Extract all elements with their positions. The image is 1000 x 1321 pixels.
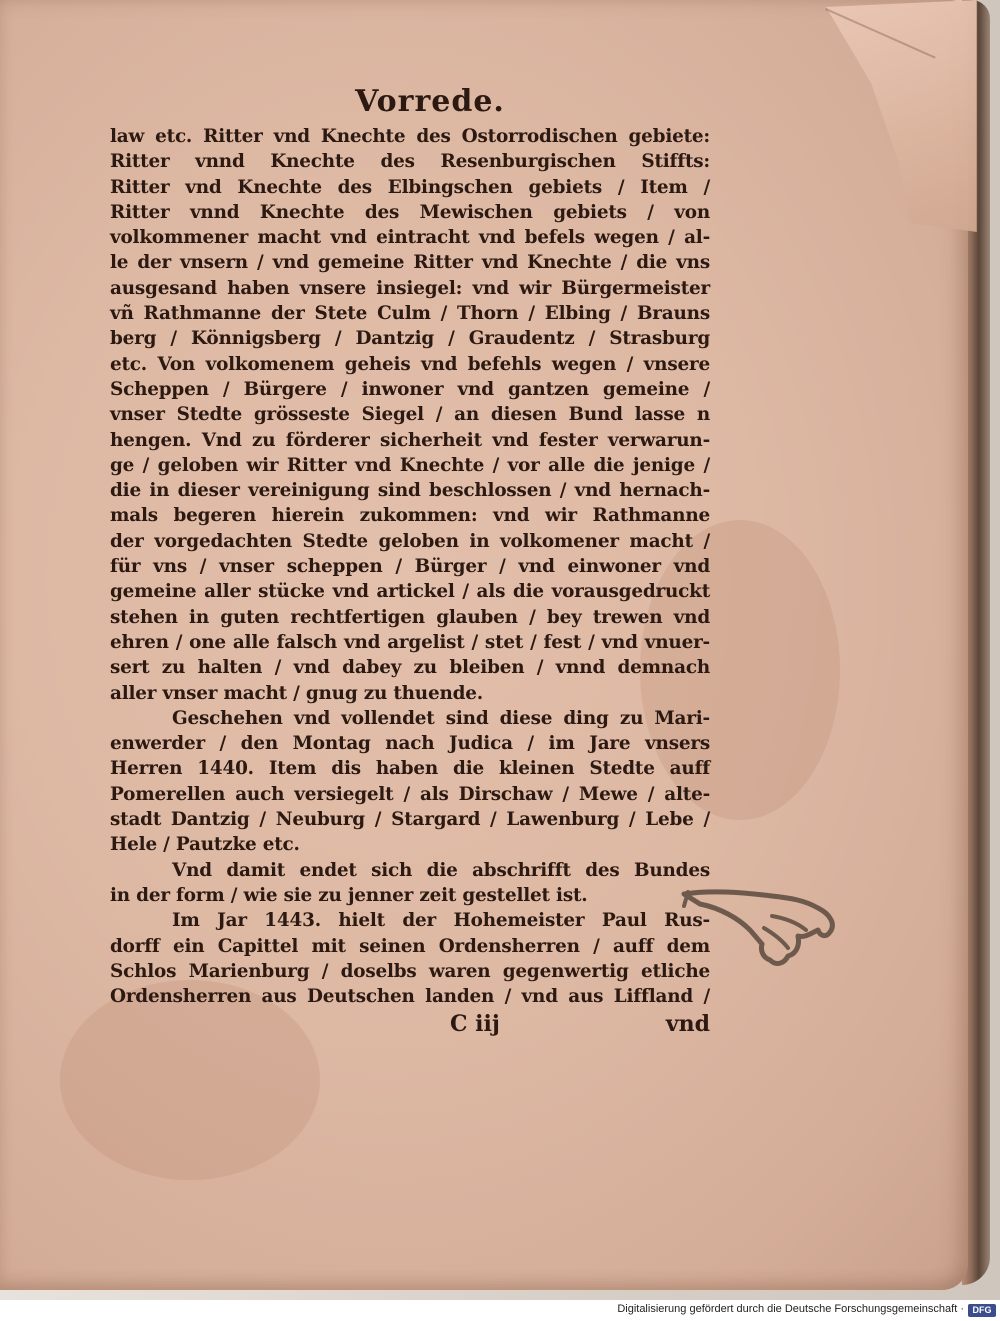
text-line: die in dieser vereinigung sind beschlossen / vnd hernach- [110,480,710,502]
text-line: sert zu halten / vnd dabey zu bleiben / vnnd demnach [110,657,710,679]
text-line: Schlos Marienburg / doselbs waren gegenwertig etliche [110,960,710,982]
text-line: aller vnser macht / gnug zu thuende. [110,682,483,704]
text-line: für vns / vnser scheppen / Bürger / vnd einwoner vnd [110,556,710,578]
text-line: le der vnsern / vnd gemeine Ritter vnd Knechte / die vns [110,252,710,274]
paragraph-4 [110,908,710,1009]
text-line: in der form / wie sie zu jenner zeit gestellet ist. [110,884,588,906]
text-line: stehen in guten rechtfertigen glauben / bey trewen vnd [110,606,710,628]
text-line: hengen. Vnd zu förderer sicherheit vnd fester verwarun- [110,429,710,451]
text-line: gemeine aller stücke vnd artickel / als die vorausgedruckt [110,581,710,603]
paragraph-3 [110,858,710,909]
dfg-credit-text: Digitalisierung gefördert durch die Deutsche Forschungsgemeinschaft · [617,1303,964,1315]
text-line: dorff ein Capittel mit seinen Ordensherren / auff dem [110,935,710,957]
text-line: vñ Rathmanne der Stete Culm / Thorn / Elbing / Brauns [110,303,710,325]
text-line: Geschehen vnd vollendet sind diese ding zu Mari- [172,707,710,729]
text-line: ausgesand haben vnsere insiegel: vnd wir Bürgermeister [110,277,710,299]
manicule-pointing-hand-icon [680,872,840,972]
dfg-logo: DFG [968,1304,996,1317]
signature-line [110,1009,710,1039]
text-line: volkommener macht vnd eintracht vnd befels wegen / al- [110,227,710,249]
catchword: vnd [665,1011,710,1038]
text-line: Hele / Pautzke etc. [110,834,300,856]
text-line: ge / geloben wir Ritter vnd Knechte / vor alle die jenige / [110,454,710,476]
text-line: Ritter vnnd Knechte des Mewischen gebiets / von [110,201,710,223]
text-line: Ritter vnd Knechte des Elbingschen gebiets / Item / [110,176,710,198]
paragraph-2 [110,706,710,858]
text-line: Vnd damit endet sich die abschrifft des Bundes [172,859,710,881]
text-line: etc. Von volkomenem geheis vnd befehls wegen / vnsere [110,353,710,375]
running-head: Vorrede. [355,84,505,119]
text-line: Herren 1440. Item dis haben die kleinen Stedte auff [110,758,710,780]
text-line: ehren / one alle falsch vnd argelist / stet / fest / vnd vnuer- [110,631,710,653]
text-line: berg / Könnigsberg / Dantzig / Graudentz / Strasburg [110,328,710,350]
text-line: mals begeren hierein zukommen: vnd wir Rathmanne [110,505,710,527]
text-line: Scheppen / Bürgere / inwoner vnd gantzen gemeine / [110,378,710,400]
text-line: der vorgedachten Stedte geloben in volkomener macht / [110,530,710,552]
text-line: Ordensherren aus Deutschen landen / vnd aus Liffland / [110,986,710,1008]
text-line: Pomerellen auch versiegelt / als Dirschaw / Mewe / alte- [110,783,710,805]
text-line: enwerder / den Montag nach Judica / im Jare vnsers [110,733,710,755]
footer-bar [0,1300,1000,1321]
text-line: vnser Stedte grösseste Siegel / an diesen Bund lasse n [110,404,710,426]
signature-mark: C iij [450,1011,500,1038]
paragraph-1 [110,124,710,706]
page-text-block [110,80,710,1039]
text-line: Ritter vnnd Knechte des Resenburgischen Stiffts: [110,151,710,173]
text-line: stadt Dantzig / Neuburg / Stargard / Lawenburg / Lebe / [110,809,710,831]
text-line: Im Jar 1443. hielt der Hohemeister Paul Rus- [172,910,710,932]
text-line: law etc. Ritter vnd Knechte des Ostorrodischen gebiete: [110,126,710,147]
